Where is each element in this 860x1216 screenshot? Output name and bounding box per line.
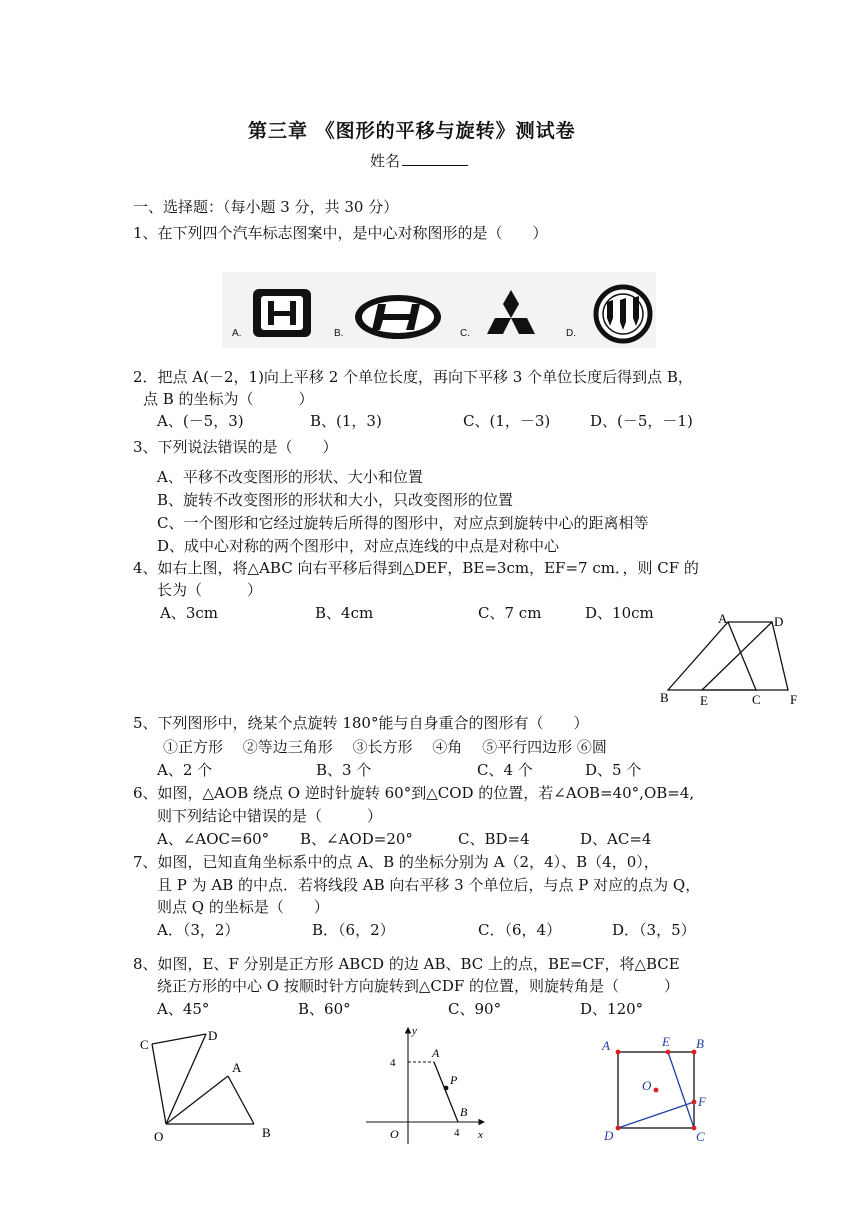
fig8-label-a: A [602,1038,610,1053]
q2-line1: 2．把点 A(－2，1)向上平移 2 个单位长度，再向下平移 3 个单位长度后得到点 B， [133,368,693,386]
q4-label-f: F [790,692,798,707]
logo-d-label: D. [566,328,576,339]
section-heading: 一、选择题：（每小题 3 分，共 30 分） [133,198,399,216]
q7-coordinate-figure [362,1022,494,1150]
q2-option-d: D、(－5，－1) [590,412,693,430]
q4-label-d: D [774,614,784,629]
hyundai-logo-icon [352,292,444,344]
q7-line1: 7、如图，已知直角坐标系中的点 A、B 的坐标分别为 A（2，4）、B（4，0）， [133,853,659,871]
fig7-tick-x4: 4 [454,1127,460,1139]
fig8-label-c: C [696,1129,705,1144]
mitsubishi-logo-icon [480,288,542,342]
q4-line2: 长为（ ） [157,581,263,599]
q7-line3: 则点 Q 的坐标是（ ） [157,898,329,916]
q8-option-c: C、90° [448,1000,502,1018]
fig7-label-o: O [390,1127,399,1141]
q5-stem: 5、下列图形中，绕某个点旋转 180°能与自身重合的图形有（ ） [133,714,589,732]
q4-option-c: C、7 cm [478,604,542,622]
fig7-tick-y4: 4 [390,1057,396,1069]
q7-option-a: A．（3，2） [157,921,240,939]
logo-b-label: B. [334,328,344,339]
q4-option-b: B、4cm [315,604,374,622]
q4-label-e: E [700,693,708,708]
fig7-axis-x: x [478,1129,483,1141]
q7-option-b: B．（6，2） [312,921,395,939]
logo-c-label: C. [460,328,470,339]
q4-label-c: C [752,692,761,707]
q4-line1: 4、如右上图，将△ABC 向右平移后得到△DEF，BE=3cm，EF=7 cm．，则 CF 的 [133,559,699,577]
q6-option-b: B、∠AOD=20° [300,830,413,848]
q5-option-a: A、2 个 [157,761,213,779]
point-p-dot [444,1086,449,1091]
fig8-label-o: O [642,1078,652,1093]
q2-option-c: C、(1，－3) [463,412,551,430]
q8-option-b: B、60° [298,1000,351,1018]
q5-option-c: C、4 个 [477,761,533,779]
q5-option-d: D、5 个 [585,761,642,779]
q3-stem: 3、下列说法错误的是（ ） [133,438,338,456]
q2-option-a: A、(－5，3) [157,412,244,430]
q6-line2: 则下列结论中错误的是（ ） [157,807,383,825]
fig8-label-e: E [662,1034,670,1049]
q4-option-a: A、3cm [160,604,219,622]
q1-stem: 1、在下列四个汽车标志图案中，是中心对称图形的是（ ） [133,224,548,242]
fig6-label-o: O [154,1129,164,1144]
fig6-label-a: A [232,1060,242,1075]
q4-option-d: D、10cm [585,604,654,622]
q6-line1: 6、如图，△AOB 绕点 O 逆时针旋转 60°到△COD 的位置，若∠AOB=40°,OB=4, [133,784,695,802]
q8-option-a: A、45° [157,1000,210,1018]
q6-option-d: D、AC=4 [580,830,652,848]
name-blank [402,151,468,166]
fig8-label-b: B [696,1036,704,1051]
q7-option-c: C．（6，4） [478,921,562,939]
buick-logo-icon [592,284,654,344]
fig6-label-c: C [140,1037,149,1052]
q3-option-c: C、一个图形和它经过旋转后所得的图形中，对应点到旋转中心的距离相等 [157,514,649,532]
q5-items: ①正方形 ②等边三角形 ③长方形 ④角 ⑤平行四边形 ⑥圆 [163,738,607,756]
fig7-axis-y: y [412,1025,417,1037]
q4-translation-figure [656,608,806,712]
center-o-dot [654,1088,659,1093]
fig7-label-b: B [460,1105,468,1119]
q4-label-b: B [660,690,669,705]
q5-option-b: B、3 个 [316,761,372,779]
q8-square-figure [598,1026,728,1150]
q8-option-d: D、120° [580,1000,644,1018]
page-title: 第三章 《图形的平移与旋转》测试卷 [248,120,576,142]
q3-option-a: A、平移不改变图形的形状、大小和位置 [157,468,423,486]
name-label: 姓名 [370,152,401,170]
q4-label-a: A [718,611,728,626]
name-line [370,150,468,172]
fig8-label-f: F [698,1094,706,1109]
fig6-label-d: D [208,1028,218,1043]
honda-logo-icon [248,287,320,341]
q8-line2: 绕正方形的中心 O 按顺时针方向旋转到△CDF 的位置，则旋转角是（ ） [157,977,680,995]
q6-rotation-figure [132,1024,292,1152]
q6-option-c: C、BD=4 [458,830,530,848]
fig7-label-a: A [432,1046,440,1060]
fig8-label-d: D [604,1128,614,1143]
q6-option-a: A、∠AOC=60° [157,830,270,848]
q3-option-b: B、旋转不改变图形的形状和大小，只改变图形的位置 [157,491,514,509]
q7-option-d: D．（3，5） [612,921,696,939]
fig7-label-p: P [450,1073,458,1087]
logo-a-label: A. [232,328,242,339]
q7-line2: 且 P 为 AB 的中点．若将线段 AB 向右平移 3 个单位后，与点 P 对应的点为 Q， [157,876,701,894]
q8-line1: 8、如图，E、F 分别是正方形 ABCD 的边 AB、BC 上的点，BE=CF，将△BCE [133,955,680,973]
fig6-label-b: B [262,1125,271,1140]
q2-line2: 点 B 的坐标为（ ） [143,390,314,408]
q3-option-d: D、成中心对称的两个图形中，对应点连线的中点是对称中心 [157,537,560,555]
q2-option-b: B、(1，3) [310,412,382,430]
